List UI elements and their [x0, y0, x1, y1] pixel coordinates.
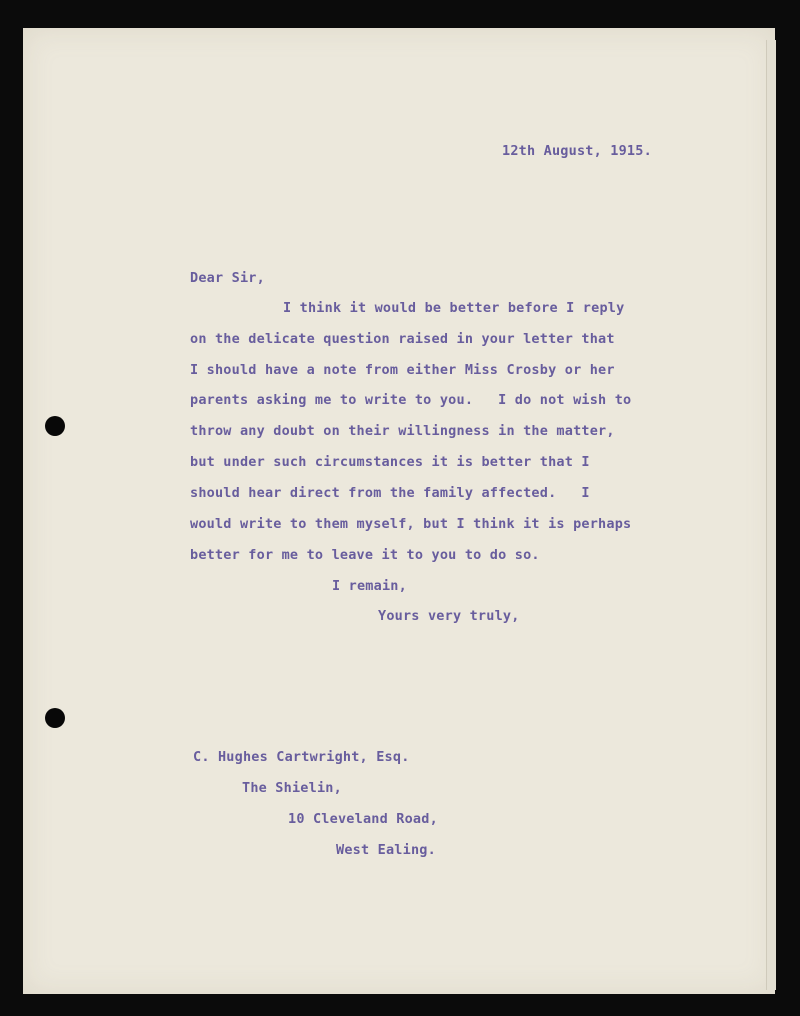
recipient-town: West Ealing.: [336, 842, 436, 858]
closing-remain: I remain,: [332, 578, 407, 594]
closing-signoff: Yours very truly,: [378, 608, 520, 624]
body-line: parents asking me to write to you. I do not wish to: [190, 392, 632, 408]
paper-underlying-edge: [766, 40, 776, 990]
salutation: Dear Sir,: [190, 270, 265, 286]
body-line: but under such circumstances it is better that I: [190, 454, 590, 470]
punch-hole-bottom: [45, 708, 65, 728]
body-line: throw any doubt on their willingness in the matter,: [190, 423, 615, 439]
recipient-street: 10 Cleveland Road,: [288, 811, 438, 827]
recipient-house: The Shielin,: [242, 780, 342, 796]
letter-date: 12th August, 1915.: [502, 143, 652, 159]
body-line: I think it would be better before I reply: [283, 300, 625, 316]
recipient-name: C. Hughes Cartwright, Esq.: [193, 749, 410, 765]
body-line: would write to them myself, but I think it is perhaps: [190, 516, 632, 532]
body-line: should hear direct from the family affected. I: [190, 485, 590, 501]
body-line: better for me to leave it to you to do so.: [190, 547, 540, 563]
punch-hole-top: [45, 416, 65, 436]
body-line: I should have a note from either Miss Crosby or her: [190, 362, 615, 378]
body-line: on the delicate question raised in your letter that: [190, 331, 615, 347]
